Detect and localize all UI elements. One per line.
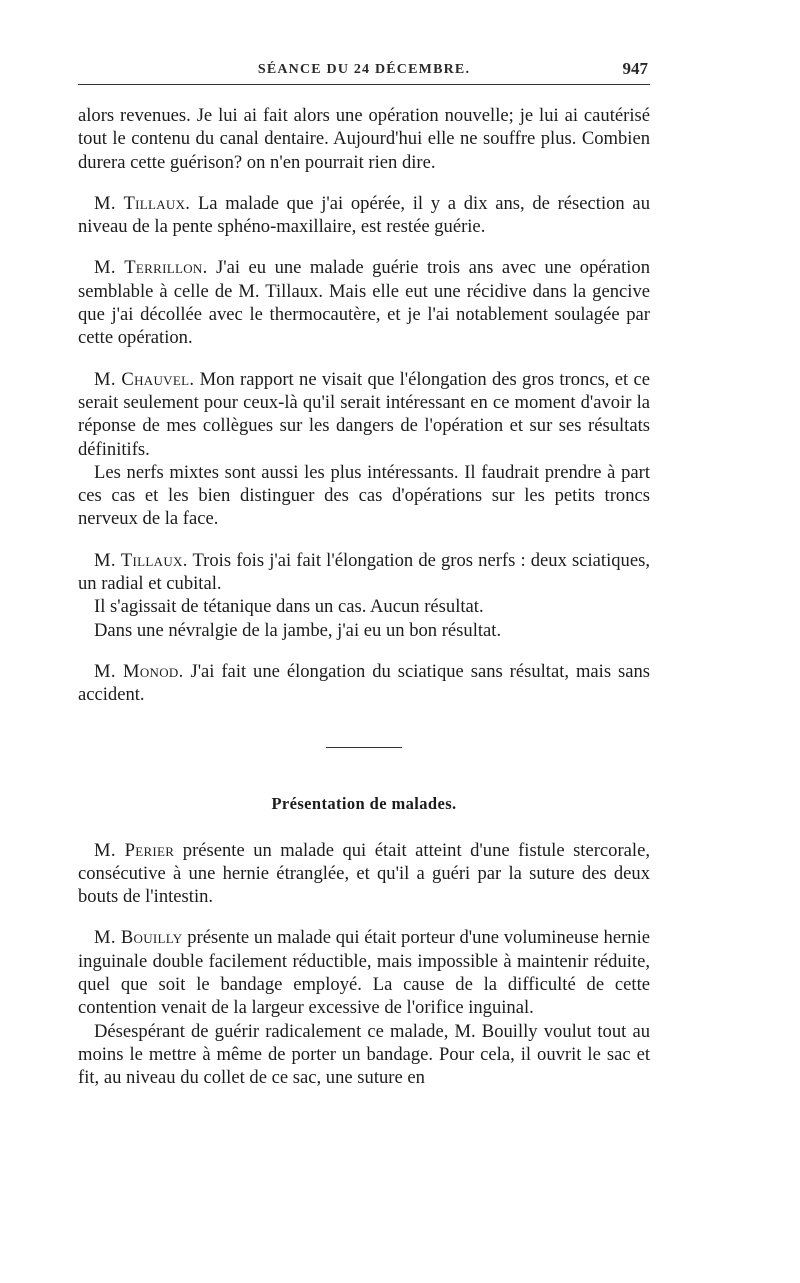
- section-divider: [326, 747, 402, 748]
- speech-text: présente un malade qui était atteint d'une fistule stercorale, consécutive à une hernie étranglée, et qu'il a guéri par la suture des deux bouts de l'intestin.: [78, 839, 650, 908]
- paragraph-bouilly-cont: Désespérant de guérir radicalement ce malade, M. Bouilly voulut tout au moins le mettre à même de porter un bandage. Pour cela, il ouvrit le sac et fit, au niveau du collet de ce sac, une suture en: [78, 1020, 650, 1089]
- speech-text: présente un malade qui était porteur d'une volumineuse hernie inguinale double facilement réductible, mais impossible à maintenir réduite, quel que soit le bandage employé. La cause de la difficulté de cette contention venait de la largeur excessive de l'orifice inguinal.: [78, 927, 651, 1019]
- paragraph-bouilly: [78, 926, 650, 1019]
- speaker-name: M. Tillaux.: [94, 549, 188, 571]
- section-title: Présentation de malades.: [271, 793, 457, 813]
- page-number: 947: [622, 59, 648, 78]
- speech-text: Trois fois j'ai fait l'élongation de gros nerfs : deux sciatiques, un radial et cubital.: [78, 549, 650, 595]
- speaker-name: M. Perier: [94, 839, 175, 861]
- speaker-name: M. Monod.: [94, 660, 184, 682]
- paragraph-chauvel-cont: Les nerfs mixtes sont aussi les plus intéressants. Il faudrait prendre à part ces cas et les bien distinguer des cas d'opérations sur les petits troncs nerveux de la face.: [78, 461, 650, 530]
- paragraph-chauvel: [78, 368, 650, 461]
- speaker-name: M. Chauvel.: [94, 368, 195, 390]
- paragraph-terrillon: [78, 256, 650, 349]
- paragraph-tillaux-2-cont-b: Dans une névralgie de la jambe, j'ai eu un bon résultat.: [94, 619, 502, 641]
- speech-text: La malade que j'ai opérée, il y a dix ans, de résection au niveau de la pente sphéno-maxillaire, est restée guérie.: [78, 192, 650, 238]
- paragraph-tillaux-2-cont-a: Il s'agissait de tétanique dans un cas. Aucun résultat.: [94, 596, 484, 618]
- running-header: [78, 58, 650, 85]
- speech-text: J'ai eu une malade guérie trois ans avec une opération semblable à celle de M. Tillaux. Mais elle eut une récidive dans la gencive que j'ai décollée avec le thermocautère, et je l'ai notablement soulagée par cette opération.: [78, 257, 651, 349]
- speech-text: J'ai fait une élongation du sciatique sans résultat, mais sans accident.: [78, 660, 650, 706]
- paragraph-perier: [78, 839, 650, 909]
- speech-text: Mon rapport ne visait que l'élongation des gros troncs, et ce serait seulement pour ceux-là qu'il serait intéressant en ce moment d'avoir la réponse de mes collègues sur les dangers de l'opération et sur ses résultats définitifs.: [78, 368, 650, 460]
- running-title: SÉANCE DU 24 DÉCEMBRE.: [257, 62, 471, 77]
- speaker-name: M. Bouilly: [94, 927, 183, 949]
- body-text: [78, 104, 650, 1090]
- paragraph-tillaux-1: [78, 192, 650, 239]
- paragraph-monod: [78, 660, 650, 707]
- paragraph-continuation: alors revenues. Je lui ai fait alors une opération nouvelle; je lui ai cautérisé tout le contenu du canal dentaire. Aujourd'hui elle ne souffre plus. Combien durera cette guérison? on n'en pourrait rien dire.: [78, 105, 650, 173]
- speaker-name: M. Terrillon.: [94, 257, 208, 279]
- speaker-name: M. Tillaux.: [94, 192, 191, 214]
- paragraph-tillaux-2: [78, 549, 650, 596]
